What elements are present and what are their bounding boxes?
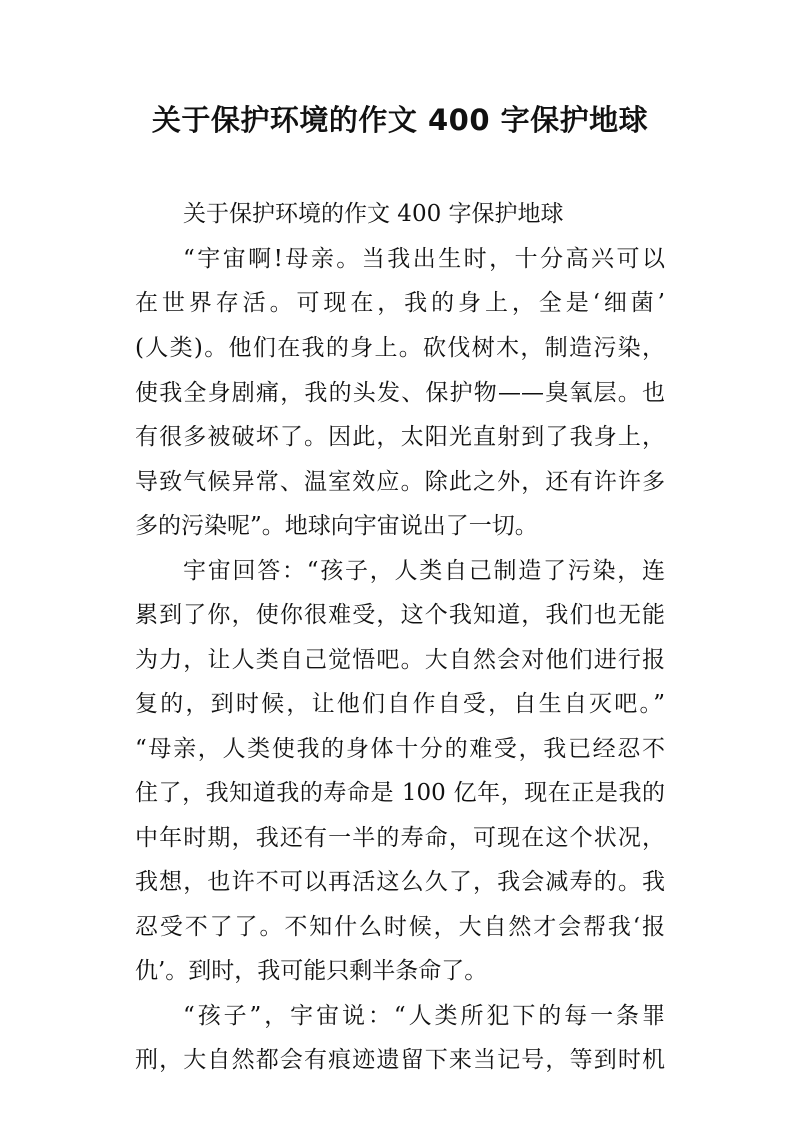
text-line: (人类)。他们在我的身上。砍伐树木，制造污染，: [135, 335, 665, 361]
text-line: 仇’。到时，我可能只剩半条命了。: [135, 958, 488, 984]
text-line: 住了，我知道我的寿命是 100 亿年，现在正是我的: [135, 780, 665, 806]
document-title: 关于保护环境的作文 400 字保护地球: [151, 103, 649, 137]
text-line: 复的，到时候，让他们自作自受，自生自灭吧。”: [135, 691, 665, 717]
text-line: 多的污染呢”。地球向宇宙说出了一切。: [135, 513, 538, 539]
text-line: “孩子”，宇宙说：“人类所犯下的每一条罪: [183, 1003, 665, 1029]
text-line: 为力，让人类自己觉悟吧。大自然会对他们进行报: [135, 647, 665, 673]
text-line: 宇宙回答：“孩子，人类自己制造了污染，连: [183, 558, 665, 584]
text-line: 我想，也许不可以再活这么久了，我会减寿的。我: [135, 869, 665, 895]
text-line: 有很多被破坏了。因此，太阳光直射到了我身上，: [135, 424, 665, 450]
text-line: 刑，大自然都会有痕迹遗留下来当记号，等到时机: [135, 1047, 665, 1073]
text-line: 中年时期，我还有一半的寿命，可现在这个状况，: [135, 825, 665, 851]
text-line: 导致气候异常、温室效应。除此之外，还有许许多: [135, 469, 665, 495]
subtitle-line: 关于保护环境的作文 400 字保护地球: [183, 201, 564, 227]
text-line: 累到了你，使你很难受，这个我知道，我们也无能: [135, 602, 665, 628]
text-line: 在世界存活。可现在，我的身上，全是‘细菌’: [135, 290, 665, 316]
text-line: “宇宙啊!母亲。当我出生时，十分高兴可以: [183, 246, 665, 272]
text-line: 使我全身剧痛，我的头发、保护物——臭氧层。也: [135, 380, 665, 406]
text-line: 忍受不了了。不知什么时候，大自然才会帮我‘报: [135, 914, 665, 940]
text-line: “母亲，人类使我的身体十分的难受，我已经忍不: [135, 736, 665, 762]
